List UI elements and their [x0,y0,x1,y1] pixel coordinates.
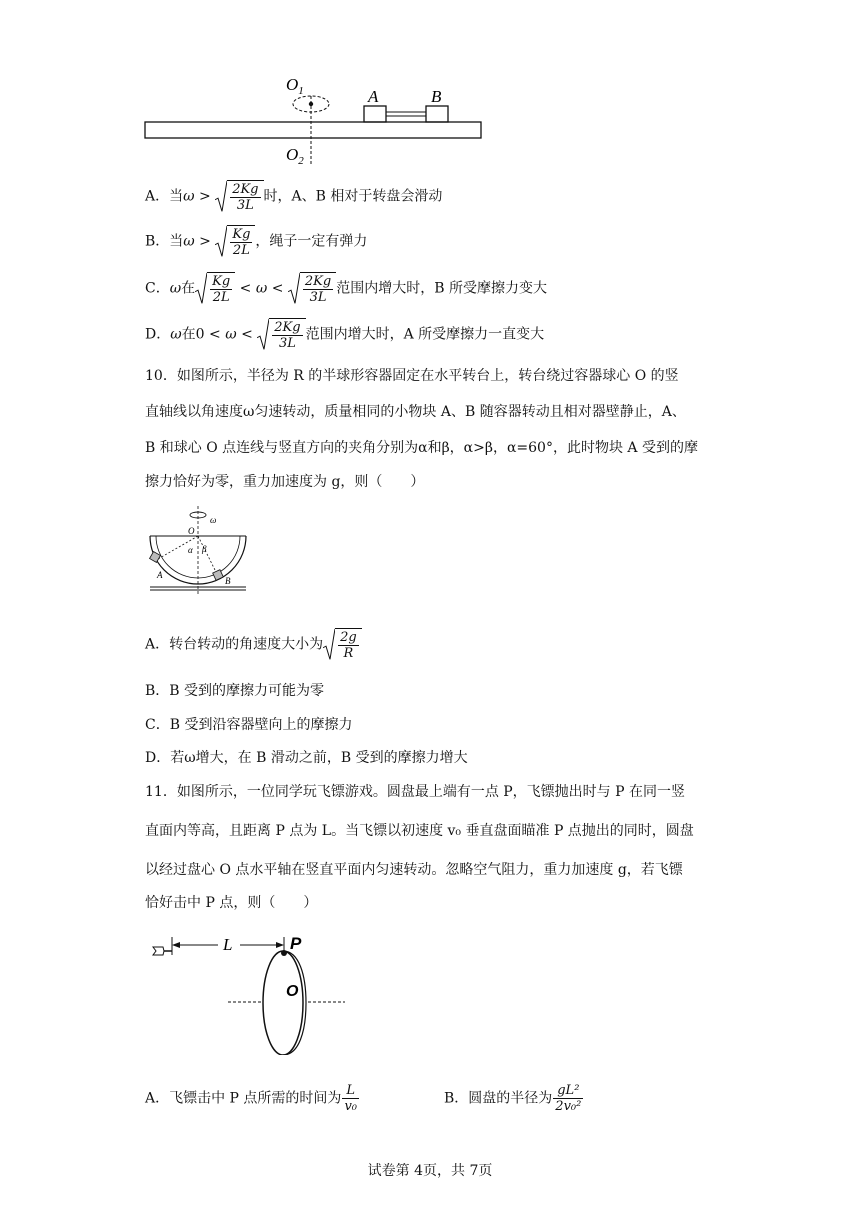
q11-option-a: A．飞镖击中 P 点所需的时间为 $\frac{L}{\text{v₀}}$ [145,1083,357,1114]
dart-disk-figure [150,925,355,1055]
fig3-l-label: L [223,935,233,954]
q10-option-d: D．若ω增大，在 B 滑动之前，B 受到的摩擦力增大 [145,750,468,766]
page-footer: 试卷第 4页，共 7页 [367,1163,493,1179]
fig3-p-label: P [290,934,302,953]
fig2-omega-label: ω [210,515,217,525]
q10-option-c: C．B 受到沿容器壁向上的摩擦力 [145,717,353,733]
fig1-o2-label: $O_2$ [286,145,304,167]
q10-stem-line-1: 10．如图所示，半径为 R 的半球形容器固定在水平转台上，转台绕过容器球心 O 的竖 [145,368,679,384]
q11-stem-line-2: 直面内等高，且距离 P 点为 L。当飞镖以初速度 v₀ 垂直盘面瞄准 P 点抛出的同时，圆盘 [145,823,694,839]
fig2-b-label: B [225,576,231,586]
fig1-a-label: A [368,87,379,106]
fig1-b-label: B [431,87,442,106]
q10-stem-line-4: 擦力恰好为零，重力加速度为 g，则（ ） [145,474,425,490]
q11-stem-line-4: 恰好击中 P 点，则（ ） [145,895,318,911]
fig2-beta-label: β [202,544,207,554]
q11-stem-line-1: 11．如图所示，一位同学玩飞镖游戏。圆盘最上端有一点 P，飞镖抛出时与 P 在同一竖 [145,784,686,800]
hemisphere-figure [145,500,255,600]
fig1-o1-label: $O_1$ [286,75,304,97]
q10-option-a: A．转台转动的角速度大小为 $\frac{2g}{R}$ [145,628,362,661]
q9-option-c: C．ω在 $\frac{Kg}{2L}$ < ω < $\frac{2Kg}{3L}$ 范围内增大时，B 所受摩擦力变大 [145,274,547,305]
q11-stem-line-3: 以经过盘心 O 点水平轴在竖直平面内匀速转动。忽略空气阻力，重力加速度 g，若飞镖 [145,862,683,878]
q9-option-d: D．ω在0 < ω < $\frac{2Kg}{3L}$ 范围内增大时，A 所受摩擦力一直变大 [145,320,545,351]
q10-option-b: B．B 受到的摩擦力可能为零 [145,683,325,699]
q9-option-a: A．当ω > $\frac{2Kg}{3L}$ 时，A、B 相对于转盘会滑动 [145,182,443,213]
fig2-alpha-label: α [188,545,193,555]
fig3-o-label: O [286,983,299,1000]
fig2-o-label: O [188,526,195,536]
q10-stem-line-2: 直轴线以角速度ω匀速转动，质量相同的小物块 A、B 随容器转动且相对器壁静止，A、 [145,404,686,420]
q10-stem-line-3: B 和球心 O 点连线与竖直方向的夹角分别为α和β，α>β，α=60°，此时物块 A 受到的摩 [145,440,698,456]
q9-option-b: B．当ω > $\frac{Kg}{2L}$ ，绳子一定有弹力 [145,227,368,258]
turntable-figure [140,70,490,170]
fig2-a-label: A [157,570,163,580]
q11-option-b: B．圆盘的半径为 $\frac{\text{gL²}}{\text{2v₀²}}$ [444,1083,582,1114]
